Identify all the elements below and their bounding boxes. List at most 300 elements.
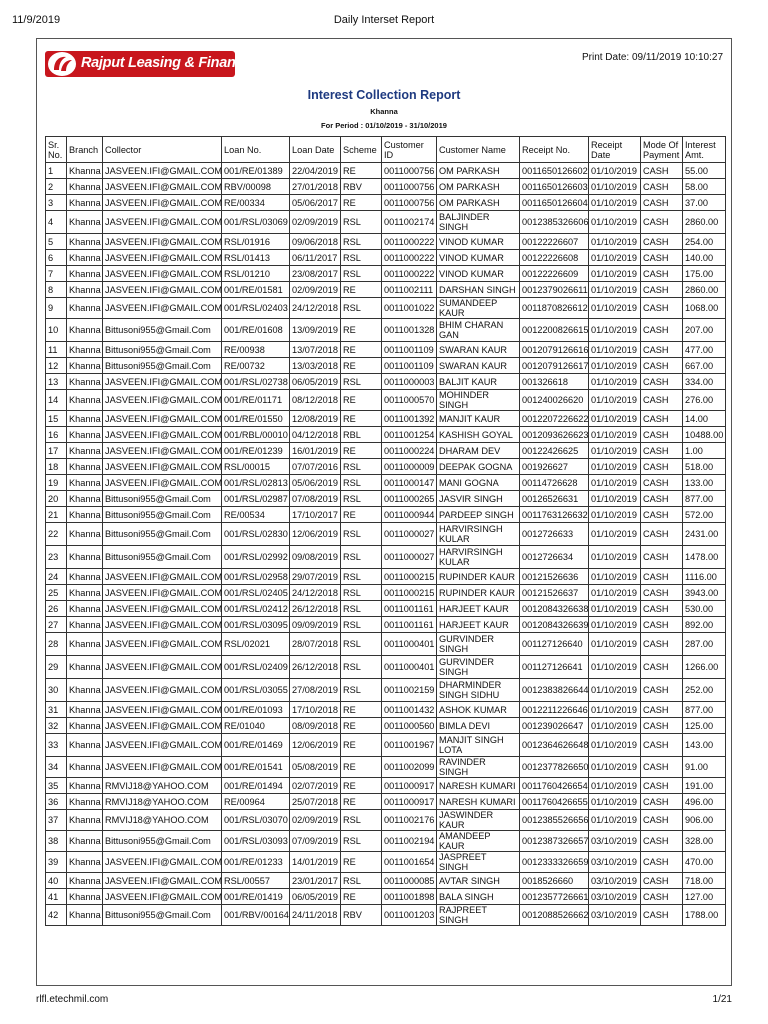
cell-interest-amt: 191.00 — [683, 778, 726, 794]
company-name: Rajput Leasing & Finance Ltd. — [81, 55, 281, 71]
cell-sr-no: 7 — [46, 266, 67, 282]
table-row — [46, 569, 726, 585]
cell-customer-name: HARJEET KAUR — [437, 617, 520, 633]
cell-scheme: RE — [341, 852, 382, 873]
cell-interest-amt: 175.00 — [683, 266, 726, 282]
table-row — [46, 905, 726, 926]
cell-loan-no: 001/RSL/02738 — [222, 374, 290, 390]
cell-customer-id: 0011001109 — [382, 342, 437, 358]
cell-interest-amt: 334.00 — [683, 374, 726, 390]
cell-interest-amt: 877.00 — [683, 702, 726, 718]
col-header-mode-of-payment: Mode Of Payment — [641, 137, 683, 163]
cell-receipt-date: 03/10/2019 — [589, 889, 641, 905]
table-row — [46, 810, 726, 831]
cell-customer-name: DARSHAN SINGH — [437, 282, 520, 298]
cell-scheme: RE — [341, 443, 382, 459]
cell-customer-name: HARVIRSINGH KULAR — [437, 523, 520, 546]
cell-sr-no: 30 — [46, 679, 67, 702]
cell-customer-name: BALJIT KAUR — [437, 374, 520, 390]
cell-mode-of-payment: CASH — [641, 163, 683, 179]
table-row — [46, 633, 726, 656]
cell-mode-of-payment: CASH — [641, 266, 683, 282]
cell-loan-no: RSL/01413 — [222, 250, 290, 266]
cell-sr-no: 26 — [46, 601, 67, 617]
cell-collector: JASVEEN.IFI@GMAIL.COM — [103, 282, 222, 298]
cell-interest-amt: 1788.00 — [683, 905, 726, 926]
cell-receipt-date: 01/10/2019 — [589, 734, 641, 757]
cell-collector: JASVEEN.IFI@GMAIL.COM — [103, 734, 222, 757]
cell-receipt-no: 0012385326606 — [520, 211, 589, 234]
cell-collector: Bittusoni955@Gmail.Com — [103, 342, 222, 358]
cell-scheme: RE — [341, 778, 382, 794]
cell-collector: JASVEEN.IFI@GMAIL.COM — [103, 679, 222, 702]
cell-receipt-no: 0012088526662 — [520, 905, 589, 926]
cell-branch: Khanna — [67, 905, 103, 926]
table-row — [46, 266, 726, 282]
cell-customer-name: MANI GOGNA — [437, 475, 520, 491]
cell-receipt-no: 0012333326659 — [520, 852, 589, 873]
cell-customer-name: OM PARKASH — [437, 195, 520, 211]
cell-receipt-no: 0012200826615 — [520, 319, 589, 342]
cell-mode-of-payment: CASH — [641, 679, 683, 702]
cell-mode-of-payment: CASH — [641, 342, 683, 358]
cell-loan-no: 001/RSL/03070 — [222, 810, 290, 831]
cell-loan-date: 02/09/2019 — [290, 810, 341, 831]
cell-mode-of-payment: CASH — [641, 633, 683, 656]
cell-branch: Khanna — [67, 852, 103, 873]
cell-customer-id: 0011000401 — [382, 656, 437, 679]
cell-receipt-date: 01/10/2019 — [589, 411, 641, 427]
cell-mode-of-payment: CASH — [641, 617, 683, 633]
cell-receipt-no: 0012379026611 — [520, 282, 589, 298]
cell-branch: Khanna — [67, 794, 103, 810]
cell-mode-of-payment: CASH — [641, 523, 683, 546]
cell-loan-date: 16/01/2019 — [290, 443, 341, 459]
cell-customer-name: DHARMINDER SINGH SIDHU — [437, 679, 520, 702]
cell-sr-no: 3 — [46, 195, 67, 211]
cell-branch: Khanna — [67, 585, 103, 601]
cell-receipt-no: 0012383826644 — [520, 679, 589, 702]
cell-customer-name: MANJIT SINGH LOTA — [437, 734, 520, 757]
cell-customer-id: 0011000222 — [382, 234, 437, 250]
cell-collector: Bittusoni955@Gmail.Com — [103, 319, 222, 342]
cell-scheme: RBV — [341, 905, 382, 926]
cell-receipt-no: 0011650126603 — [520, 179, 589, 195]
cell-sr-no: 33 — [46, 734, 67, 757]
cell-mode-of-payment: CASH — [641, 250, 683, 266]
table-row — [46, 794, 726, 810]
cell-sr-no: 13 — [46, 374, 67, 390]
cell-mode-of-payment: CASH — [641, 475, 683, 491]
cell-loan-date: 24/12/2018 — [290, 298, 341, 319]
table-row — [46, 507, 726, 523]
cell-receipt-no: 0012377826650 — [520, 757, 589, 778]
col-header-branch: Branch — [67, 137, 103, 163]
cell-customer-name: AVTAR SINGH — [437, 873, 520, 889]
table-row — [46, 427, 726, 443]
cell-customer-name: VINOD KUMAR — [437, 250, 520, 266]
col-header-sr-no: Sr. No. — [46, 137, 67, 163]
cell-collector: JASVEEN.IFI@GMAIL.COM — [103, 617, 222, 633]
table-row — [46, 778, 726, 794]
cell-scheme: RE — [341, 757, 382, 778]
cell-customer-id: 0011000085 — [382, 873, 437, 889]
cell-interest-amt: 496.00 — [683, 794, 726, 810]
cell-customer-id: 0011001898 — [382, 889, 437, 905]
cell-collector: RMVIJ18@YAHOO.COM — [103, 794, 222, 810]
cell-customer-id: 0011000215 — [382, 585, 437, 601]
cell-interest-amt: 143.00 — [683, 734, 726, 757]
cell-branch: Khanna — [67, 656, 103, 679]
cell-mode-of-payment: CASH — [641, 374, 683, 390]
cell-customer-name: OM PARKASH — [437, 179, 520, 195]
cell-scheme: RE — [341, 342, 382, 358]
cell-mode-of-payment: CASH — [641, 734, 683, 757]
cell-sr-no: 1 — [46, 163, 67, 179]
cell-receipt-no: 00114726628 — [520, 475, 589, 491]
cell-customer-id: 0011000222 — [382, 250, 437, 266]
cell-customer-id: 0011000917 — [382, 778, 437, 794]
cell-loan-no: 001/RSL/02405 — [222, 585, 290, 601]
cell-customer-name: GURVINDER SINGH — [437, 656, 520, 679]
cell-sr-no: 24 — [46, 569, 67, 585]
cell-sr-no: 28 — [46, 633, 67, 656]
cell-loan-no: RSL/01916 — [222, 234, 290, 250]
cell-branch: Khanna — [67, 718, 103, 734]
cell-interest-amt: 477.00 — [683, 342, 726, 358]
cell-sr-no: 35 — [46, 778, 67, 794]
cell-receipt-no: 0012084326638 — [520, 601, 589, 617]
cell-scheme: RSL — [341, 633, 382, 656]
cell-receipt-date: 01/10/2019 — [589, 757, 641, 778]
cell-loan-no: RE/00534 — [222, 507, 290, 523]
cell-loan-no: 001/RBL/00010 — [222, 427, 290, 443]
cell-loan-no: 001/RE/01171 — [222, 390, 290, 411]
cell-loan-date: 13/07/2018 — [290, 342, 341, 358]
cell-loan-date: 04/12/2018 — [290, 427, 341, 443]
cell-collector: JASVEEN.IFI@GMAIL.COM — [103, 374, 222, 390]
cell-sr-no: 10 — [46, 319, 67, 342]
cell-receipt-no: 00121526637 — [520, 585, 589, 601]
cell-branch: Khanna — [67, 250, 103, 266]
cell-scheme: RE — [341, 195, 382, 211]
cell-sr-no: 23 — [46, 546, 67, 569]
cell-customer-id: 0011001109 — [382, 358, 437, 374]
cell-receipt-date: 01/10/2019 — [589, 358, 641, 374]
cell-interest-amt: 14.00 — [683, 411, 726, 427]
cell-loan-date: 26/12/2018 — [290, 601, 341, 617]
cell-scheme: RE — [341, 889, 382, 905]
cell-sr-no: 41 — [46, 889, 67, 905]
cell-customer-id: 0011000027 — [382, 546, 437, 569]
cell-mode-of-payment: CASH — [641, 195, 683, 211]
cell-loan-date: 06/05/2019 — [290, 889, 341, 905]
cell-loan-date: 02/09/2019 — [290, 282, 341, 298]
cell-sr-no: 16 — [46, 427, 67, 443]
cell-loan-date: 23/01/2017 — [290, 873, 341, 889]
table-row — [46, 250, 726, 266]
table-row — [46, 374, 726, 390]
table-row — [46, 319, 726, 342]
cell-sr-no: 37 — [46, 810, 67, 831]
cell-interest-amt: 877.00 — [683, 491, 726, 507]
cell-interest-amt: 287.00 — [683, 633, 726, 656]
cell-branch: Khanna — [67, 179, 103, 195]
cell-collector: JASVEEN.IFI@GMAIL.COM — [103, 390, 222, 411]
cell-sr-no: 9 — [46, 298, 67, 319]
cell-interest-amt: 1116.00 — [683, 569, 726, 585]
table-row — [46, 234, 726, 250]
cell-interest-amt: 276.00 — [683, 390, 726, 411]
table-row — [46, 889, 726, 905]
cell-receipt-date: 03/10/2019 — [589, 831, 641, 852]
cell-sr-no: 6 — [46, 250, 67, 266]
cell-interest-amt: 518.00 — [683, 459, 726, 475]
cell-receipt-date: 01/10/2019 — [589, 443, 641, 459]
cell-interest-amt: 1266.00 — [683, 656, 726, 679]
report-sheet — [36, 38, 732, 986]
table-row — [46, 702, 726, 718]
cell-loan-no: 001/RE/01581 — [222, 282, 290, 298]
cell-loan-date: 12/08/2019 — [290, 411, 341, 427]
cell-loan-no: 001/RBV/00164 — [222, 905, 290, 926]
cell-loan-no: 001/RSL/03055 — [222, 679, 290, 702]
cell-sr-no: 20 — [46, 491, 67, 507]
cell-interest-amt: 1478.00 — [683, 546, 726, 569]
cell-customer-name: DEEPAK GOGNA — [437, 459, 520, 475]
cell-loan-date: 22/04/2019 — [290, 163, 341, 179]
cell-receipt-date: 01/10/2019 — [589, 718, 641, 734]
cell-scheme: RSL — [341, 585, 382, 601]
cell-loan-date: 27/01/2018 — [290, 179, 341, 195]
table-row — [46, 831, 726, 852]
cell-loan-date: 09/06/2018 — [290, 234, 341, 250]
cell-customer-id: 0011000570 — [382, 390, 437, 411]
cell-interest-amt: 91.00 — [683, 757, 726, 778]
cell-sr-no: 12 — [46, 358, 67, 374]
cell-interest-amt: 892.00 — [683, 617, 726, 633]
cell-loan-no: RE/00964 — [222, 794, 290, 810]
cell-interest-amt: 2431.00 — [683, 523, 726, 546]
cell-mode-of-payment: CASH — [641, 211, 683, 234]
cell-interest-amt: 718.00 — [683, 873, 726, 889]
cell-receipt-date: 01/10/2019 — [589, 507, 641, 523]
cell-customer-name: SWARAN KAUR — [437, 342, 520, 358]
cell-mode-of-payment: CASH — [641, 702, 683, 718]
cell-loan-no: 001/RSL/02987 — [222, 491, 290, 507]
cell-loan-no: 001/RSL/02830 — [222, 523, 290, 546]
footer-page-number: 1/21 — [712, 994, 732, 1005]
cell-receipt-no: 0011650126602 — [520, 163, 589, 179]
cell-customer-id: 0011001432 — [382, 702, 437, 718]
cell-mode-of-payment: CASH — [641, 179, 683, 195]
cell-receipt-date: 01/10/2019 — [589, 390, 641, 411]
cell-scheme: RSL — [341, 250, 382, 266]
cell-loan-no: 001/RSL/02409 — [222, 656, 290, 679]
cell-customer-name: BALJINDER SINGH — [437, 211, 520, 234]
cell-scheme: RE — [341, 358, 382, 374]
cell-scheme: RE — [341, 411, 382, 427]
cell-collector: JASVEEN.IFI@GMAIL.COM — [103, 757, 222, 778]
cell-scheme: RSL — [341, 679, 382, 702]
cell-mode-of-payment: CASH — [641, 390, 683, 411]
table-row — [46, 852, 726, 873]
cell-loan-date: 07/09/2019 — [290, 831, 341, 852]
cell-branch: Khanna — [67, 475, 103, 491]
col-header-loan-date: Loan Date — [290, 137, 341, 163]
cell-loan-no: RSL/02021 — [222, 633, 290, 656]
cell-receipt-no: 0012385526656 — [520, 810, 589, 831]
table-row — [46, 523, 726, 546]
cell-collector: JASVEEN.IFI@GMAIL.COM — [103, 569, 222, 585]
browser-page-title: Daily Interset Report — [333, 14, 435, 26]
cell-collector: JASVEEN.IFI@GMAIL.COM — [103, 585, 222, 601]
cell-receipt-date: 01/10/2019 — [589, 234, 641, 250]
cell-branch: Khanna — [67, 757, 103, 778]
col-header-receipt-no: Receipt No. — [520, 137, 589, 163]
cell-customer-name: HARJEET KAUR — [437, 601, 520, 617]
cell-receipt-no: 0012387326657 — [520, 831, 589, 852]
cell-collector: JASVEEN.IFI@GMAIL.COM — [103, 889, 222, 905]
cell-branch: Khanna — [67, 390, 103, 411]
cell-customer-name: JASPREET SINGH — [437, 852, 520, 873]
cell-customer-id: 0011002159 — [382, 679, 437, 702]
cell-collector: JASVEEN.IFI@GMAIL.COM — [103, 427, 222, 443]
cell-loan-no: 001/RE/01233 — [222, 852, 290, 873]
cell-loan-date: 12/06/2019 — [290, 734, 341, 757]
cell-customer-id: 0011000222 — [382, 266, 437, 282]
cell-scheme: RSL — [341, 656, 382, 679]
cell-branch: Khanna — [67, 702, 103, 718]
col-header-receipt-date: Receipt Date — [589, 137, 641, 163]
cell-receipt-no: 00126526631 — [520, 491, 589, 507]
cell-sr-no: 18 — [46, 459, 67, 475]
cell-branch: Khanna — [67, 319, 103, 342]
cell-sr-no: 19 — [46, 475, 67, 491]
cell-collector: JASVEEN.IFI@GMAIL.COM — [103, 179, 222, 195]
cell-loan-date: 06/11/2017 — [290, 250, 341, 266]
cell-customer-name: SUMANDEEP KAUR — [437, 298, 520, 319]
cell-customer-name: KASHISH GOYAL — [437, 427, 520, 443]
cell-loan-no: 001/RSL/03093 — [222, 831, 290, 852]
cell-loan-no: 001/RE/01469 — [222, 734, 290, 757]
cell-receipt-no: 0012207226622 — [520, 411, 589, 427]
cell-mode-of-payment: CASH — [641, 282, 683, 298]
cell-loan-date: 24/11/2018 — [290, 905, 341, 926]
table-row — [46, 656, 726, 679]
cell-receipt-no: 00122226608 — [520, 250, 589, 266]
cell-mode-of-payment: CASH — [641, 411, 683, 427]
cell-customer-id: 0011001967 — [382, 734, 437, 757]
cell-customer-name: BHIM CHARAN GAN — [437, 319, 520, 342]
print-date: Print Date: 09/11/2019 10:10:27 — [581, 52, 723, 63]
cell-loan-no: 001/RE/01494 — [222, 778, 290, 794]
cell-customer-id: 0011000756 — [382, 163, 437, 179]
logo-emblem-icon — [48, 52, 76, 76]
cell-scheme: RSL — [341, 810, 382, 831]
cell-receipt-no: 00121526636 — [520, 569, 589, 585]
cell-interest-amt: 906.00 — [683, 810, 726, 831]
cell-mode-of-payment: CASH — [641, 234, 683, 250]
cell-customer-name: NARESH KUMARI — [437, 778, 520, 794]
cell-loan-no: 001/RSL/02958 — [222, 569, 290, 585]
cell-receipt-date: 01/10/2019 — [589, 778, 641, 794]
table-row — [46, 298, 726, 319]
cell-branch: Khanna — [67, 889, 103, 905]
cell-customer-id: 0011002111 — [382, 282, 437, 298]
cell-sr-no: 29 — [46, 656, 67, 679]
cell-loan-no: 001/RE/01419 — [222, 889, 290, 905]
table-row — [46, 475, 726, 491]
table-row — [46, 411, 726, 427]
cell-mode-of-payment: CASH — [641, 778, 683, 794]
cell-loan-date: 17/10/2017 — [290, 507, 341, 523]
cell-receipt-no: 001326618 — [520, 374, 589, 390]
cell-scheme: RSL — [341, 873, 382, 889]
cell-customer-name: JASWINDER KAUR — [437, 810, 520, 831]
cell-collector: JASVEEN.IFI@GMAIL.COM — [103, 475, 222, 491]
cell-receipt-date: 01/10/2019 — [589, 601, 641, 617]
cell-mode-of-payment: CASH — [641, 298, 683, 319]
cell-loan-date: 24/12/2018 — [290, 585, 341, 601]
cell-receipt-date: 01/10/2019 — [589, 585, 641, 601]
cell-receipt-date: 01/10/2019 — [589, 794, 641, 810]
cell-branch: Khanna — [67, 810, 103, 831]
cell-loan-date: 05/06/2017 — [290, 195, 341, 211]
cell-scheme: RSL — [341, 546, 382, 569]
cell-receipt-no: 0012079126616 — [520, 342, 589, 358]
cell-receipt-date: 01/10/2019 — [589, 319, 641, 342]
cell-interest-amt: 328.00 — [683, 831, 726, 852]
cell-collector: RMVIJ18@YAHOO.COM — [103, 778, 222, 794]
cell-branch: Khanna — [67, 778, 103, 794]
cell-loan-no: 001/RE/01239 — [222, 443, 290, 459]
cell-collector: JASVEEN.IFI@GMAIL.COM — [103, 459, 222, 475]
cell-receipt-date: 01/10/2019 — [589, 195, 641, 211]
report-branch: Khanna — [370, 107, 398, 116]
cell-interest-amt: 1.00 — [683, 443, 726, 459]
cell-branch: Khanna — [67, 507, 103, 523]
cell-interest-amt: 530.00 — [683, 601, 726, 617]
cell-branch: Khanna — [67, 734, 103, 757]
cell-loan-no: RBV/00098 — [222, 179, 290, 195]
cell-loan-no: 001/RE/01093 — [222, 702, 290, 718]
cell-interest-amt: 58.00 — [683, 179, 726, 195]
cell-customer-id: 0011000224 — [382, 443, 437, 459]
cell-customer-id: 0011000147 — [382, 475, 437, 491]
cell-scheme: RSL — [341, 601, 382, 617]
cell-customer-name: RUPINDER KAUR — [437, 585, 520, 601]
cell-loan-no: 001/RE/01550 — [222, 411, 290, 427]
cell-receipt-no: 0012093626623 — [520, 427, 589, 443]
cell-loan-date: 13/09/2019 — [290, 319, 341, 342]
cell-customer-id: 0011000756 — [382, 179, 437, 195]
cell-receipt-date: 01/10/2019 — [589, 342, 641, 358]
report-title: Interest Collection Report — [307, 88, 461, 102]
table-row — [46, 617, 726, 633]
cell-loan-date: 14/01/2019 — [290, 852, 341, 873]
cell-collector: JASVEEN.IFI@GMAIL.COM — [103, 443, 222, 459]
cell-customer-id: 0011000917 — [382, 794, 437, 810]
cell-receipt-no: 00122426625 — [520, 443, 589, 459]
table-row — [46, 282, 726, 298]
cell-collector: Bittusoni955@Gmail.Com — [103, 507, 222, 523]
cell-branch: Khanna — [67, 195, 103, 211]
cell-receipt-no: 001239026647 — [520, 718, 589, 734]
cell-branch: Khanna — [67, 831, 103, 852]
cell-customer-id: 0011001254 — [382, 427, 437, 443]
cell-receipt-no: 0012079126617 — [520, 358, 589, 374]
